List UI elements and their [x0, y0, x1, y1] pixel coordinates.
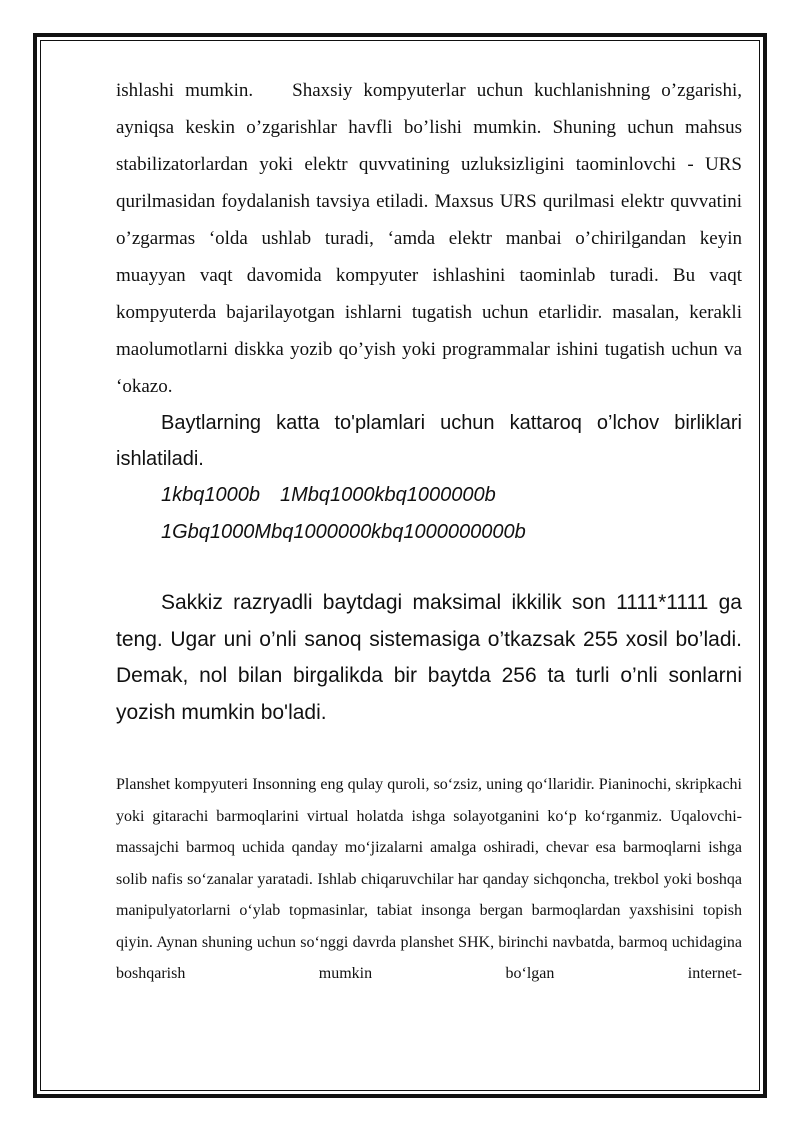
paragraph-power-supply-body: Shaxsiy kompyuterlar uchun kuchlanishning o’zgarishi, ayniqsa keskin o’zgarishlar havfli bo’lishi mumkin. Shuning uchun mahsus stabilizatorlardan yoki elektr quvvatining uzluksizligini taominlovchi - URS qurilmasidan foydalanish tavsiya etiladi. Maxsus URS qurilmasi elektr quvvatini o’zgarmas ‘olda ushlab turadi, ‘amda elektr manbai o’chirilgandan keyin muayyan vaqt davomida kompyuter ishlashini taominlab turadi. Bu vaqt kompyuterda bajarilayotgan ishlarni tugatish uchun etarlidir. masalan, kerakli maolumotlarni diskka yozib qo’yish yoki programmalar ishini tugatish uchun va ‘okazo. — [116, 80, 742, 397]
paragraph-power-supply-lead: ishlashi mumkin. — [116, 80, 254, 101]
paragraph-byte-max: Sakkiz razryadli baytdagi maksimal ikkilik son 1111*1111 ga teng. Ugar uni o’nli sanoq sistemasiga o’tkazsak 255 xosil bo’ladi. Demak, nol bilan birgalikda bir baytda 256 ta turli o’nli sonlarni yozish mumkin bo'ladi. — [116, 591, 742, 724]
paragraph-byte-units: Baytlarning katta to'plamlari uchun kattaroq o’lchov birliklari ishlatiladi. — [116, 412, 742, 470]
formula-kb: 1kbq1000b — [161, 484, 260, 506]
paragraph-tablet: Planshet kompyuteri Insonning eng qulay quroli, so‘zsiz, uning qo‘llaridir. Pianinochi, skripkachi yoki gitarachi barmoqlarini virtual holatda ishga solayotganini ko‘p ko‘rganmiz. Uqalovchi-massajchi barmoq uchida qanday mo‘jizalarni amalga oshiradi, chevar esa barmoqlarni ishga solib nafis so‘zanalar yaratadi. Ishlab chiqaruvchilar har qanday sichqoncha, trekbol yoki boshqa manipulyatorlarni o‘ylab topmasinlar, tabiat insonga bergan barmoqlardan yaxshisini topish qiyin. Aynan shuning uchun so‘nggi davrda planshet SHK, birinchi navbatda, barmoq uchidagina boshqarish mumkin bo‘lgan internet- — [116, 776, 742, 982]
formula-gb: 1Gbq1000Mbq1000000kbq1000000000b — [161, 521, 526, 543]
formula-mb: 1Mbq1000kbq1000000b — [279, 484, 496, 506]
paragraph-power-supply — [116, 72, 742, 405]
document-body — [116, 72, 742, 990]
formula-kb-mb — [116, 477, 742, 514]
